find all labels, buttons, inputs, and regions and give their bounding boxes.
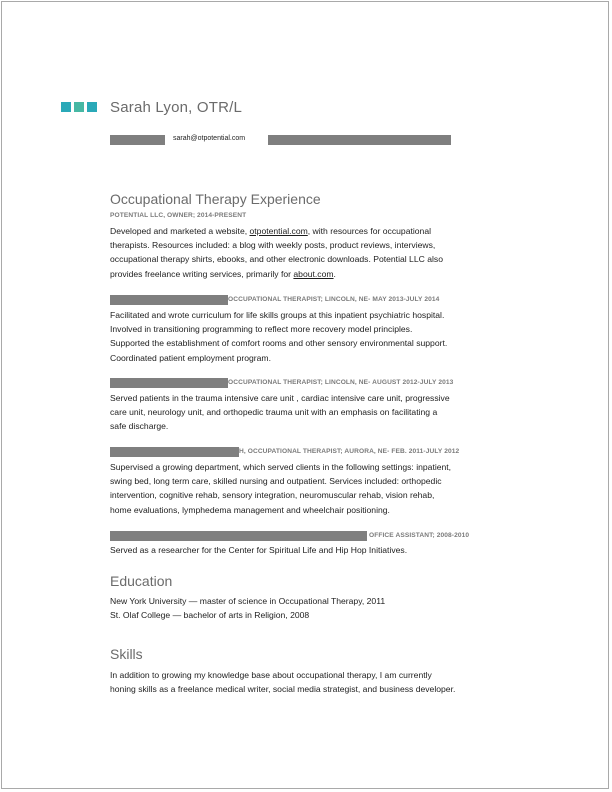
job-description: [110, 460, 530, 517]
text-line: Involved in transitioning programming to reflect more recovery model principles.: [110, 324, 413, 335]
education-list: [110, 594, 530, 622]
skills-text: [110, 668, 530, 696]
text-line: In addition to growing my knowledge base about occupational therapy, I am currently: [110, 670, 432, 680]
resume-name: Sarah Lyon, OTR/L: [110, 99, 243, 116]
section-heading-education: Education: [110, 573, 173, 589]
contact-email: sarah@otpotential.com: [173, 135, 246, 142]
text-line: safe discharge.: [110, 421, 169, 432]
job-description: [110, 391, 530, 434]
logo-square: [61, 102, 71, 112]
logo-square: [87, 102, 97, 112]
redacted-block: [110, 447, 239, 457]
logo-square: [74, 102, 84, 112]
text-line: therapists. Resources included: a blog with weekly posts, product reviews, interviews,: [110, 240, 436, 251]
section-heading-skills: Skills: [110, 646, 143, 662]
text-line: Facilitated and wrote curriculum for life skills groups at this inpatient psychiatric hospital.: [110, 310, 445, 320]
text-line: Served patients in the trauma intensive care unit , cardiac intensive care unit, progressive: [110, 393, 450, 403]
text-line: St. Olaf College — bachelor of arts in Religion, 2008: [110, 610, 310, 621]
redacted-block: [268, 135, 451, 145]
job-description: [110, 543, 530, 557]
job-role: OCCUPATIONAL THERAPIST; LINCOLN, NE- MAY 2013-JULY 2014: [228, 296, 440, 303]
job-role: H, OCCUPATIONAL THERAPIST; AURORA, NE- FEB. 2011-JULY 2012: [239, 448, 460, 455]
text-line: Developed and marketed a website, otpotential.com, with resources for occupational: [110, 226, 432, 236]
text-line: New York University — master of science in Occupational Therapy, 2011: [110, 596, 386, 606]
text-line: home evaluations, lymphedema management and wheelchair positioning.: [110, 504, 390, 515]
job-role: POTENTIAL LLC, OWNER; 2014-PRESENT: [110, 212, 247, 219]
text-line: Supported the establishment of comfort rooms and other sensory environmental support.: [110, 338, 448, 349]
job-description: [110, 308, 530, 365]
text-line: swing bed, long term care, skilled nursing and outpatient. Services included: orthopedic: [110, 476, 442, 487]
text-line: intervention, cognitive rehab, sensory integration, neuromuscular rehab, vision rehab,: [110, 490, 435, 501]
text-line: occupational therapy shirts, ebooks, and other electronic downloads. Potential LLC also: [110, 254, 443, 265]
redacted-block: [110, 531, 367, 541]
website-link[interactable]: otpotential.com: [249, 226, 308, 236]
text-line: honing skills as a freelance medical writer, social media strategist, and business developer.: [110, 684, 456, 695]
text-line: Supervised a growing department, which served clients in the following settings: inpatient,: [110, 462, 452, 472]
job-role: OCCUPATIONAL THERAPIST; LINCOLN, NE- AUGUST 2012-JULY 2013: [228, 379, 454, 386]
text-line: provides freelance writing services, primarily for about.com.: [110, 268, 336, 279]
text-line: Coordinated patient employment program.: [110, 352, 271, 363]
text-line: care unit, neurology unit, and orthopedic trauma unit with an emphasis on facilitating a: [110, 407, 438, 418]
redacted-block: [110, 295, 228, 305]
redacted-block: [110, 135, 165, 145]
website-link[interactable]: about.com: [293, 268, 334, 279]
text-line: Served as a researcher for the Center for Spiritual Life and Hip Hop Initiatives.: [110, 545, 408, 555]
redacted-block: [110, 378, 228, 388]
job-description: [110, 224, 530, 281]
section-heading-experience: Occupational Therapy Experience: [110, 191, 321, 207]
job-role: OFFICE ASSISTANT; 2008-2010: [369, 532, 470, 539]
logo-squares: [61, 102, 97, 112]
